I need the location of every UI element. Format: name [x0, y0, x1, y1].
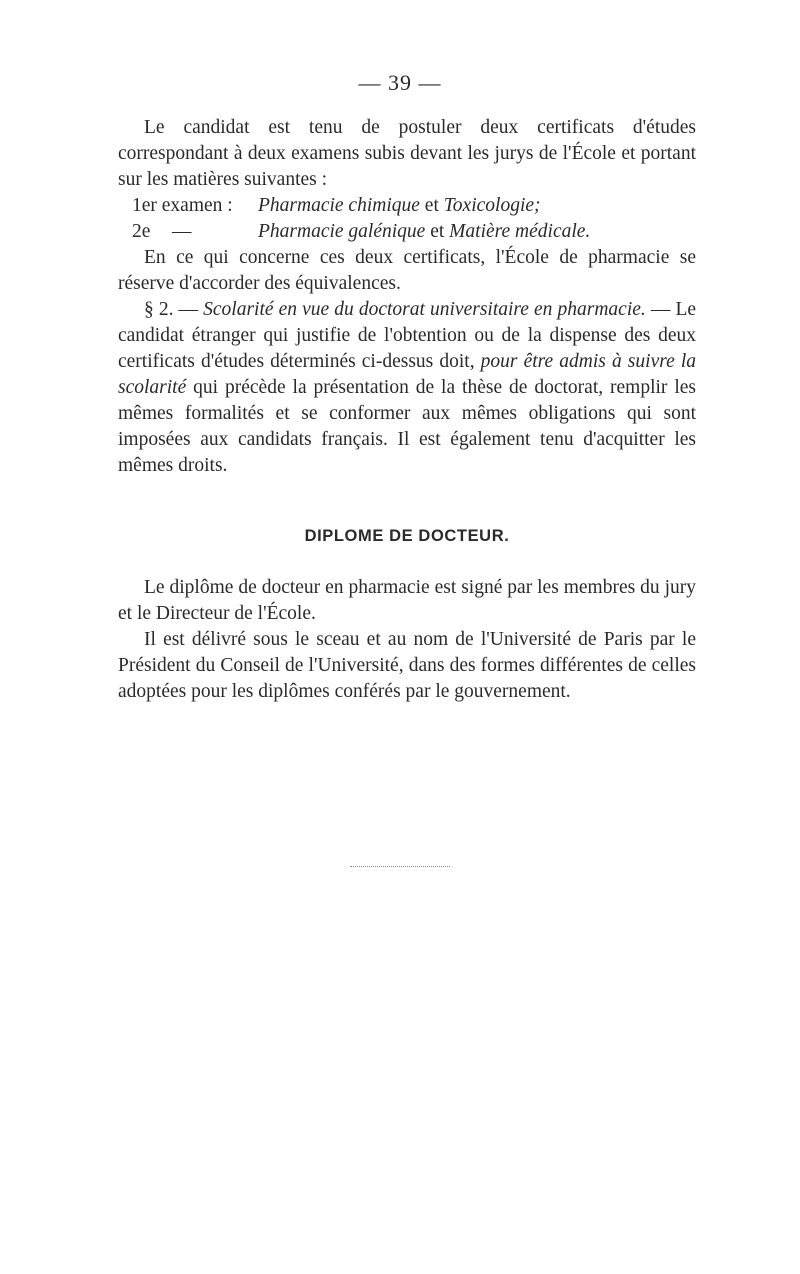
page-body: [118, 115, 696, 705]
section-heading: DIPLOME DE DOCTEUR.: [304, 527, 510, 545]
exam-1-and: et: [424, 195, 439, 216]
exam-1-number: 1er examen :: [132, 195, 233, 216]
exam-1-line: [118, 193, 696, 219]
section-2-italic: pour être admis à suivre la scolarité: [118, 351, 697, 398]
section-2-lead: § 2. —: [144, 299, 199, 320]
end-rule: [350, 866, 450, 867]
exam-2-subject-1: Pharmacie galénique: [258, 221, 426, 242]
section-2-title: Scolarité en vue du doctorat universitaire en pharmacie.: [203, 299, 646, 320]
paragraph-diploma-signed: Le diplôme de docteur en pharmacie est signé par les membres du jury et le Directeur de l'École.: [118, 577, 696, 624]
exam-2-line: [118, 219, 696, 245]
exam-2-dash: —: [172, 221, 192, 242]
paragraph-certificates: Le candidat est tenu de postuler deux certificats d'études correspondant à deux examens subis devant les jurys de l'École et portant sur les matières suivantes :: [118, 117, 696, 190]
page-number: — 39 —: [358, 70, 442, 95]
section-2-text-1: — Le candidat étranger qui justifie de l'obtention ou de la dispense des deux certificats d'études déterminés ci-dessus doit,: [118, 299, 697, 372]
paragraph-diploma-delivered: Il est délivré sous le sceau et au nom de l'Université de Paris par le Président du Conseil de l'Université, dans des formes différentes de celles adoptées pour les diplômes conférés par le gouvernement.: [118, 629, 696, 702]
paragraph-equivalences: En ce qui concerne ces deux certificats, l'École de pharmacie se réserve d'accorder des équivalences.: [118, 247, 696, 294]
exam-2-subject-2: Matière médicale.: [449, 221, 591, 242]
paragraph-section-2: [118, 297, 696, 479]
exam-1-subject-1: Pharmacie chimique: [258, 195, 420, 216]
exam-2-and: et: [430, 221, 445, 242]
section-2-text-2: qui précède la présentation de la thèse de doctorat, remplir les mêmes formalités et se conformer aux mêmes obligations qui sont imposées aux candidats français. Il est également tenu d'acquitter les mêmes droits.: [118, 377, 696, 476]
exam-2-number: 2e: [132, 221, 151, 242]
exam-1-subject-2: Toxicologie;: [443, 195, 541, 216]
